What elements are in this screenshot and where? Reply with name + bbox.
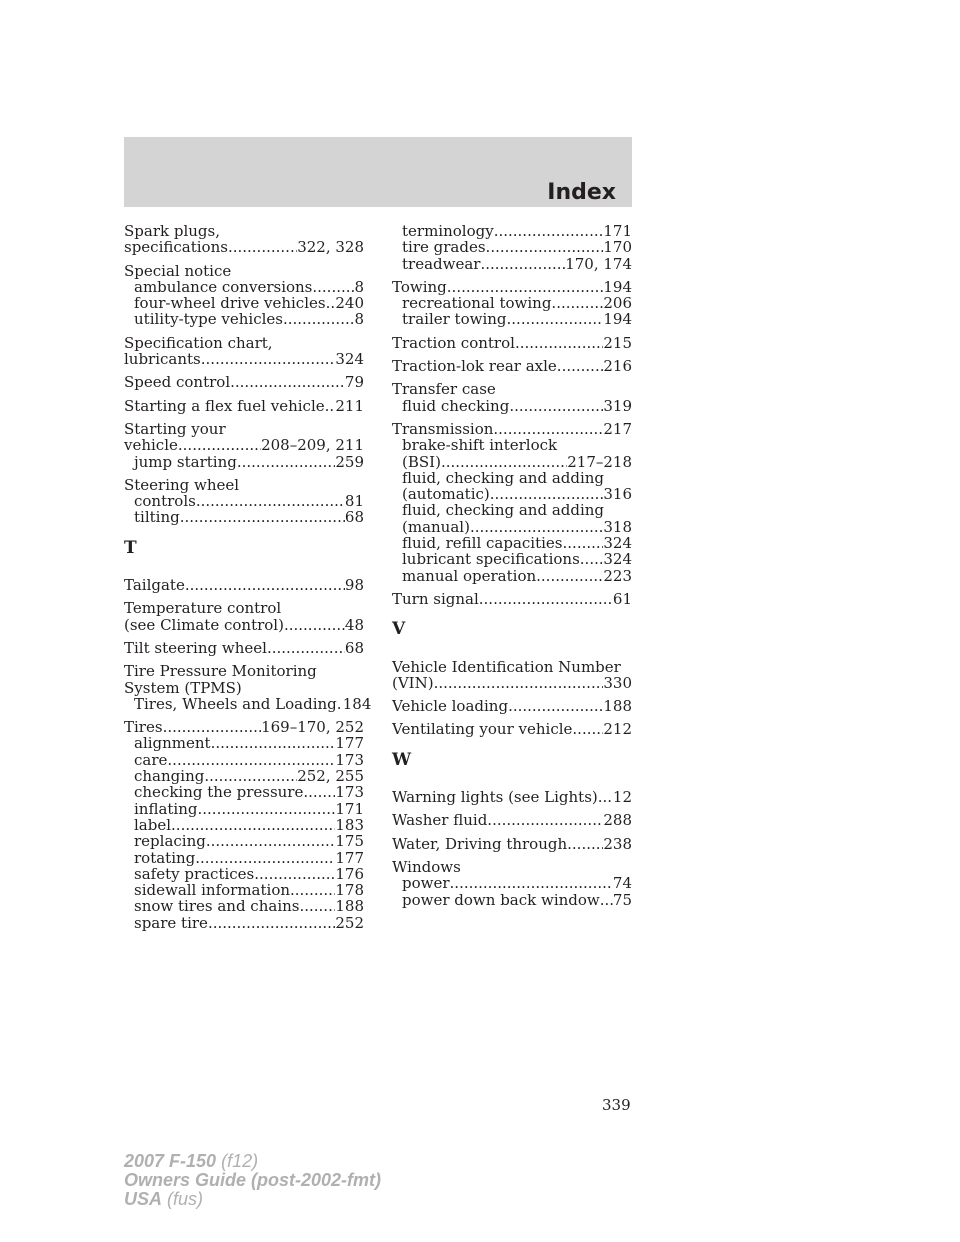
index-subentry — [124, 311, 364, 327]
index-entry-line — [392, 698, 632, 714]
dot-leader — [580, 551, 604, 567]
index-subentry — [124, 866, 364, 882]
entry-text: (automatic) — [402, 485, 490, 504]
page-reference: 79 — [344, 373, 364, 392]
index-entry-line — [124, 640, 364, 656]
entry-text: ambulance conversions — [134, 277, 313, 296]
index-entry — [392, 836, 632, 852]
index-subentry — [124, 915, 364, 931]
entry-text: recreational towing — [402, 294, 552, 313]
index-entry — [124, 577, 364, 593]
dot-leader — [447, 279, 604, 295]
index-entry-line — [124, 374, 364, 390]
index-subentry — [392, 519, 632, 535]
index-subentry — [124, 801, 364, 817]
footer-guide: Owners Guide (post-2002-fmt) — [124, 1170, 382, 1190]
dot-leader — [325, 398, 336, 414]
page-reference: 322, 328 — [297, 238, 364, 257]
index-entry-line — [124, 398, 364, 414]
index-subentry — [124, 694, 372, 713]
index-subentry — [124, 898, 364, 914]
entry-text: snow tires and chains — [134, 897, 300, 916]
entry-text: (VIN) — [392, 673, 434, 692]
entry-text: Steering wheel — [124, 475, 240, 494]
dot-leader — [450, 875, 613, 891]
index-subentry — [124, 768, 364, 784]
index-subentry — [124, 279, 364, 295]
dot-leader — [515, 335, 603, 351]
index-entry — [124, 223, 364, 256]
index-entry-line — [124, 421, 364, 437]
page-reference: 75 — [612, 890, 632, 909]
index-entry — [392, 223, 632, 272]
dot-leader — [509, 398, 603, 414]
index-subentry — [392, 311, 632, 327]
entry-text: tilting — [134, 508, 180, 527]
entry-text: Traction-lok rear axle — [392, 357, 557, 376]
dot-leader — [486, 239, 604, 255]
footer-model: 2007 F-150 — [124, 1151, 217, 1171]
entry-text: Windows — [392, 857, 461, 876]
entry-text: Tailgate — [124, 576, 185, 595]
index-entry-line — [124, 600, 364, 616]
page-reference: 183 — [335, 815, 364, 834]
dot-leader — [171, 817, 335, 833]
entry-text: System (TPMS) — [124, 678, 242, 697]
page-reference: 252 — [335, 913, 364, 932]
page-reference: 8 — [354, 310, 364, 329]
entry-text: alignment — [134, 734, 211, 753]
entry-text: Temperature control — [124, 599, 282, 618]
entry-text: fluid, checking and adding — [402, 468, 605, 487]
dot-leader — [490, 486, 604, 502]
dot-leader — [196, 493, 345, 509]
page-reference: 318 — [603, 517, 632, 536]
entry-text: checking the pressure — [134, 783, 304, 802]
page-reference: 259 — [335, 452, 364, 471]
dot-leader — [479, 591, 613, 607]
entry-text: vehicle — [124, 436, 178, 455]
index-subentry — [392, 875, 632, 891]
entry-text: Water, Driving through — [392, 834, 568, 853]
page-reference: 171 — [335, 799, 364, 818]
entry-text: (BSI) — [402, 452, 441, 471]
dot-leader — [254, 866, 335, 882]
page-reference: 171 — [603, 222, 632, 240]
index-entry — [124, 335, 364, 368]
page-reference: 212 — [603, 720, 632, 739]
page-reference: 324 — [603, 534, 632, 553]
dot-leader — [180, 509, 345, 525]
dot-leader — [598, 789, 613, 805]
page-reference: 184 — [342, 694, 372, 713]
dot-leader — [201, 351, 336, 367]
page-number: 339 — [602, 1096, 631, 1114]
index-entry-line — [392, 659, 632, 675]
index-entry-line — [124, 437, 364, 453]
dot-leader — [195, 850, 335, 866]
dot-leader — [600, 892, 613, 908]
page-reference: 223 — [603, 566, 632, 585]
dot-leader — [434, 675, 604, 691]
index-column-right — [392, 223, 632, 915]
index-entry-line — [392, 812, 632, 828]
index-entry-line — [124, 719, 364, 735]
entry-text: terminology — [402, 222, 494, 240]
index-entry-line — [124, 239, 364, 255]
dot-leader — [208, 915, 335, 931]
index-subentry — [392, 502, 632, 518]
index-subentry — [124, 833, 364, 849]
dot-leader — [284, 617, 345, 633]
entry-text: safety practices — [134, 864, 255, 883]
index-subentry — [124, 509, 364, 525]
index-subentry — [392, 454, 632, 470]
dot-leader — [230, 374, 345, 390]
dot-leader — [563, 535, 604, 551]
entry-text: Tire Pressure Monitoring — [124, 662, 317, 681]
entry-text: fluid, refill capacities — [402, 534, 563, 553]
index-entry — [392, 721, 632, 737]
page-reference: 188 — [335, 897, 364, 916]
index-entry — [392, 698, 632, 714]
index-subentry — [392, 437, 632, 453]
dot-leader — [299, 898, 335, 914]
index-entry — [124, 421, 364, 470]
entry-text: power — [402, 874, 450, 893]
entry-text: specifications — [124, 238, 228, 257]
entry-text: fluid, checking and adding — [402, 501, 605, 520]
index-section-letter: V — [392, 619, 406, 640]
page-reference: 288 — [603, 811, 632, 830]
index-entry-line — [392, 675, 632, 691]
index-entry-line — [124, 477, 364, 493]
dot-leader — [303, 784, 335, 800]
index-entry-line — [124, 335, 364, 351]
dot-leader — [494, 223, 604, 239]
index-entry — [392, 358, 632, 374]
index-entry-line — [392, 836, 632, 852]
index-entry-line — [392, 358, 632, 374]
index-subentry — [124, 454, 364, 470]
index-entry-line — [124, 663, 364, 679]
index-entry — [392, 812, 632, 828]
entry-text: trailer towing — [402, 310, 507, 329]
index-entry-line — [392, 335, 632, 351]
entry-text: Towing — [392, 277, 447, 296]
entry-text: treadwear — [402, 254, 481, 273]
index-entry-line — [124, 351, 364, 367]
dot-leader — [185, 577, 345, 593]
index-entry-line — [392, 279, 632, 295]
entry-text: brake-shift interlock — [402, 436, 558, 455]
index-subentry — [124, 493, 364, 509]
index-entry-line — [392, 859, 632, 875]
index-entry — [392, 381, 632, 414]
page-reference: 173 — [335, 783, 364, 802]
page-reference: 98 — [344, 576, 364, 595]
dot-leader — [441, 454, 567, 470]
entry-text: Spark plugs, — [124, 222, 220, 240]
page-reference: 240 — [335, 294, 364, 313]
page-reference: 188 — [603, 697, 632, 716]
index-entry-line — [392, 789, 632, 805]
page-reference: 194 — [603, 277, 632, 296]
entry-text: Transfer case — [392, 380, 496, 399]
index-subentry — [392, 551, 632, 567]
index-entry-line — [124, 617, 364, 633]
page-reference: 81 — [344, 492, 364, 511]
index-entry-line — [124, 263, 364, 279]
dot-leader — [567, 836, 603, 852]
dot-leader — [312, 279, 354, 295]
page-reference: 324 — [335, 350, 364, 369]
page-reference: 216 — [603, 357, 632, 376]
entry-text: tire grades — [402, 238, 486, 257]
section-header-bar — [124, 137, 632, 207]
dot-leader — [557, 358, 604, 374]
dot-leader — [572, 721, 603, 737]
entry-text: spare tire — [134, 913, 208, 932]
index-entry — [124, 719, 364, 931]
index-subentry — [124, 752, 364, 768]
index-entry-line — [392, 381, 632, 397]
page-reference: 177 — [335, 848, 364, 867]
index-entry — [392, 335, 632, 351]
entry-text: (manual) — [402, 517, 470, 536]
entry-text: Turn signal — [392, 589, 479, 608]
entry-text: Traction control — [392, 333, 515, 352]
dot-leader — [536, 568, 603, 584]
entry-text: Ventilating your vehicle — [392, 720, 573, 739]
page-reference: 211 — [335, 396, 364, 415]
entry-text: four-wheel drive vehicles — [134, 294, 326, 313]
dot-leader — [480, 256, 565, 272]
entry-text: manual operation — [402, 566, 537, 585]
entry-text: changing — [134, 767, 205, 786]
entry-text: Vehicle Identification Number — [392, 657, 621, 676]
dot-leader — [204, 768, 297, 784]
page-reference: 170 — [603, 238, 632, 257]
entry-text: sidewall information — [134, 881, 291, 900]
dot-leader — [163, 719, 262, 735]
index-subentry — [392, 295, 632, 311]
index-entry — [392, 789, 632, 805]
dot-leader — [267, 640, 345, 656]
page-reference: 74 — [612, 874, 632, 893]
entry-text: controls — [134, 492, 196, 511]
page-reference: 173 — [335, 750, 364, 769]
page-reference: 316 — [603, 485, 632, 504]
entry-text: inflating — [134, 799, 198, 818]
index-entry-line — [392, 721, 632, 737]
page-reference: 194 — [603, 310, 632, 329]
entry-text: Tires, Wheels and Loading — [134, 694, 337, 713]
index-section-letter: T — [124, 537, 137, 558]
page-reference: 319 — [603, 396, 632, 415]
page-reference: 178 — [335, 881, 364, 900]
page-reference: 208–209, 211 — [261, 436, 364, 455]
page-reference: 252, 255 — [297, 767, 364, 786]
document-footer — [124, 1152, 381, 1209]
index-subentry — [392, 535, 632, 551]
page-reference: 238 — [603, 834, 632, 853]
entry-text: (see Climate control) — [124, 615, 284, 634]
index-entry — [392, 859, 632, 908]
index-subentry — [124, 850, 364, 866]
entry-text: Starting a flex fuel vehicle — [124, 396, 325, 415]
index-subentry — [124, 784, 364, 800]
index-entry — [124, 600, 364, 633]
index-entry — [392, 591, 632, 607]
page-reference: 61 — [612, 589, 632, 608]
entry-text: Starting your — [124, 419, 226, 438]
dot-leader — [493, 421, 603, 437]
index-subentry — [392, 398, 632, 414]
page-reference: 206 — [603, 294, 632, 313]
index-subentry — [392, 470, 632, 486]
index-subentry — [392, 892, 632, 908]
entry-text: Tires — [124, 718, 163, 737]
index-entry — [392, 279, 632, 328]
index-entry-line — [124, 577, 364, 593]
entry-text: utility-type vehicles — [134, 310, 283, 329]
index-entry — [392, 659, 632, 692]
index-entry — [124, 374, 364, 390]
dot-leader — [470, 519, 603, 535]
dot-leader — [551, 295, 603, 311]
section-title: Index — [547, 180, 616, 205]
page-reference: 169–170, 252 — [261, 718, 364, 737]
entry-text: replacing — [134, 832, 206, 851]
dot-leader — [211, 735, 336, 751]
entry-text: Speed control — [124, 373, 231, 392]
page-reference: 330 — [603, 673, 632, 692]
index-entry-line — [392, 591, 632, 607]
page-reference: 48 — [344, 615, 364, 634]
dot-leader — [237, 454, 336, 470]
entry-text: Vehicle loading — [392, 697, 509, 716]
index-subentry — [392, 256, 632, 272]
entry-text: Warning lights (see Lights) — [392, 788, 598, 807]
dot-leader — [507, 311, 604, 327]
dot-leader — [326, 295, 336, 311]
page-reference: 177 — [335, 734, 364, 753]
page-reference: 68 — [344, 638, 364, 657]
dot-leader — [290, 882, 335, 898]
index-subentry — [392, 239, 632, 255]
index-subentry — [392, 486, 632, 502]
entry-text: Specification chart, — [124, 333, 273, 352]
dot-leader — [228, 239, 297, 255]
dot-leader — [167, 752, 335, 768]
page-reference: 176 — [335, 864, 364, 883]
index-subentry — [124, 882, 364, 898]
index-subentry — [124, 735, 364, 751]
entry-text: Tilt steering wheel — [124, 638, 267, 657]
dot-leader — [487, 812, 603, 828]
index-entry — [124, 477, 364, 526]
entry-text: jump starting — [134, 452, 237, 471]
footer-market-code: (fus) — [162, 1189, 204, 1209]
index-column-left — [124, 222, 372, 938]
page-reference: 175 — [335, 832, 364, 851]
footer-market: USA — [124, 1189, 163, 1209]
index-subentry — [392, 568, 632, 584]
index-entry — [124, 640, 364, 656]
dot-leader — [508, 698, 603, 714]
entry-text: power down back window — [402, 890, 600, 909]
index-entry-line — [392, 421, 632, 437]
page-reference: 217 — [603, 419, 632, 438]
index-entry — [124, 662, 372, 713]
index-entry — [392, 421, 632, 584]
index-subentry — [124, 817, 364, 833]
entry-text: Washer fluid — [392, 811, 488, 830]
entry-text: rotating — [134, 848, 196, 867]
dot-leader — [206, 833, 336, 849]
index-subentry — [124, 295, 364, 311]
page-reference: 215 — [603, 333, 632, 352]
dot-leader — [178, 437, 261, 453]
entry-text: care — [134, 750, 168, 769]
page-reference: 170, 174 — [565, 254, 632, 273]
page-reference: 324 — [603, 550, 632, 569]
entry-text: label — [134, 815, 172, 834]
entry-text: lubricants — [124, 350, 201, 369]
index-entry — [124, 398, 364, 414]
dot-leader — [283, 311, 354, 327]
page-reference: 8 — [354, 277, 364, 296]
entry-text: fluid checking — [402, 396, 510, 415]
index-section-letter: W — [392, 749, 412, 770]
dot-leader — [198, 801, 336, 817]
footer-model-code: (f12) — [216, 1151, 259, 1171]
index-entry-line — [124, 223, 364, 239]
index-subentry — [392, 223, 632, 239]
entry-text: lubricant specifications — [402, 550, 580, 569]
index-entry — [124, 263, 364, 328]
page-reference: 12 — [612, 788, 632, 807]
page-reference: 217–218 — [567, 452, 632, 471]
entry-text: Transmission — [392, 419, 494, 438]
index-entry-line — [124, 680, 364, 696]
entry-text: Special notice — [124, 261, 232, 280]
page-reference: 68 — [344, 508, 364, 527]
